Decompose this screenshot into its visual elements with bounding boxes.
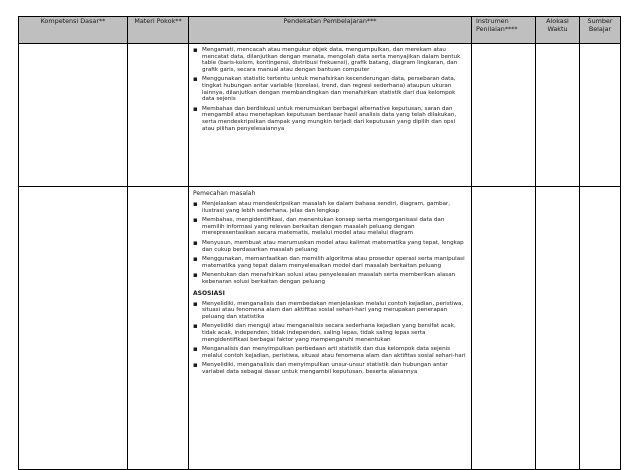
list-item-text: Mengamati, mencacah atau mengukur objek data, mengumpulkan, dan merekam atau mencatat data, dilanjutkan dengan menata, mengolah data serta menyajikan dalam bentuk table (baris-kolom, kontingensi, distribusi frekuensi), grafik batang, diagram lingkaran, dan grafik garis, secara manual atau dengan bantuan computer	[202, 47, 461, 73]
list-item-text: Membahas, mengidentifikasi, dan menentukan konsep serta mengorganisasi data dan memilih informasi yang relevan berkaitan dengan masalah peluang dengan merepresentasikan secara matematis, melalui model atau melalui diagram	[202, 217, 445, 237]
square-bullet-icon: ▪	[193, 200, 198, 208]
header-instrumen-penilaian	[472, 17, 536, 44]
list-item	[193, 106, 467, 132]
square-bullet-icon: ▪	[193, 46, 198, 54]
subheading-asosiasi: ASOSIASI	[193, 289, 225, 297]
list-item	[193, 201, 467, 214]
header-alokasi-line1: Alokasi	[546, 17, 569, 25]
list-item-text: Menentukan dan menafsirkan solusi atau penyelesaian masalah serta memberikan alasan kebenaran solusi berkaitan dengan peluang	[202, 272, 456, 285]
square-bullet-icon: ▪	[193, 322, 198, 331]
cell-instrumen	[472, 187, 536, 470]
list-item-text: Membahas dan berdiskusi untuk merumuskan berbagai alternative keputusan, saran dan mengambil atau menetapkan keputusan berdasar hasil analisis data yang telah dilakukan, serta mendeskripsikan dampak yang mungkin terjadi dari keputusan yang dipilih dan opsi atau pilihan penyelesaiannya	[202, 105, 457, 132]
cell-pendekatan	[189, 44, 472, 187]
cell-instrumen	[472, 44, 536, 187]
header-kompetensi-dasar: Kompetensi Dasar**	[19, 17, 128, 44]
square-bullet-icon: ▪	[193, 104, 198, 113]
square-bullet-icon: ▪	[193, 75, 198, 84]
cell-alokasi	[536, 187, 580, 470]
cell-pendekatan	[189, 187, 472, 470]
square-bullet-icon: ▪	[193, 345, 198, 354]
list-item-text: Menyelidiki, menganalisis dan menyimpulkan unsur-unsur statistik dan hubungan antar variabel data sebagai dasar untuk mengambil keputusan, beserta alasannya	[202, 362, 448, 375]
header-instrumen-line1: Instrumen	[476, 17, 509, 25]
list-item-text: Menyelidiki, menganalisis dan membedakan menjelaskan melalui contoh kejadian, peristiwa, situasi atau fenomena alam dan aktifitas sosial sehari-hari yang merupakan penerapan peluang dan statistika	[202, 300, 464, 320]
header-materi-pokok: Materi Pokok**	[128, 17, 189, 44]
list-item-text: Menjelaskan atau mendeskripsikan masalah ke dalam bahasa sendiri, diagram, gambar, ilustrasi yang lebih sederhana, jelas dan lengkap	[202, 201, 451, 214]
header-sumber-belajar	[580, 17, 621, 44]
list-item	[193, 256, 467, 269]
square-bullet-icon: ▪	[193, 238, 198, 247]
header-instrumen-line2: Penilaian****	[476, 25, 518, 33]
list-item	[193, 346, 467, 359]
square-bullet-icon: ▪	[193, 299, 198, 308]
subheading-pemecahan-masalah: Pemecahan masalah	[193, 190, 256, 197]
table-header-row	[19, 17, 621, 44]
list-item	[193, 240, 467, 253]
list-item-text: Menggunakan, memanfaatkan dan memilih algoritma atau prosedur operasi serta manipulasi matematika yang tepat dalam menyelesaikan model dari masalah berkaitan peluang	[202, 256, 465, 269]
cell-kd	[19, 44, 128, 187]
list-item	[193, 272, 467, 285]
cell-materi	[128, 44, 189, 187]
list-item	[193, 217, 467, 237]
header-sumber-line1: Sumber	[587, 17, 613, 25]
list-item-text: Menggunakan statistic tertentu untuk menafsirkan kecenderungan data, persebaran data, tingkat hubungan antar variable (korelasi, trend, dan regresi sederhana) ataupun ukuran lainnya, dilanjutkan dengan membandingkan dan menafsirkan statistik dari dua kelompok data sejenis	[202, 76, 456, 103]
header-alokasi-line2: Waktu	[547, 25, 568, 33]
table-row	[19, 187, 621, 470]
table-row	[19, 44, 621, 187]
cell-materi	[128, 187, 189, 470]
cell-kd	[19, 187, 128, 470]
square-bullet-icon: ▪	[193, 271, 198, 280]
list-item	[193, 323, 467, 343]
header-alokasi-waktu	[536, 17, 580, 44]
list-item	[193, 76, 467, 102]
list-item-text: Menyusun, membuat atau merumuskan model atau kalimat matematika yang tepat, lengkap dan cukup berdasarkan masalah peluang	[202, 239, 464, 253]
square-bullet-icon: ▪	[193, 361, 198, 370]
header-sumber-line2: Belajar	[588, 25, 612, 33]
list-item-text: Menyelidiki dan menguji atau menganalisis secara sederhana kejadian yang bersifat acak, tidak acak, independen, tidak independen, saling lepas, tidak saling lepas serta mengidentifikasi berbagai faktor yang mempengaruhi menentukan	[202, 323, 456, 343]
cell-alokasi	[536, 44, 580, 187]
list-item-text: Menganalisis dan menyimpulkan perbedaan arti statistik dan dua kelompok data sejenis melalui contoh kejadian, peristiwa, situasi atau fenomena alam dan aktifitas sosial sehari-hari	[202, 346, 466, 359]
square-bullet-icon: ▪	[193, 255, 198, 264]
cell-sumber	[580, 44, 621, 187]
list-item	[193, 301, 467, 321]
header-pendekatan-pembelajaran: Pendekatan Pembelajaran***	[189, 17, 472, 44]
cell-sumber	[580, 187, 621, 470]
square-bullet-icon: ▪	[193, 216, 198, 225]
list-item	[193, 362, 467, 375]
list-item	[193, 47, 467, 73]
learning-plan-table	[18, 16, 621, 470]
